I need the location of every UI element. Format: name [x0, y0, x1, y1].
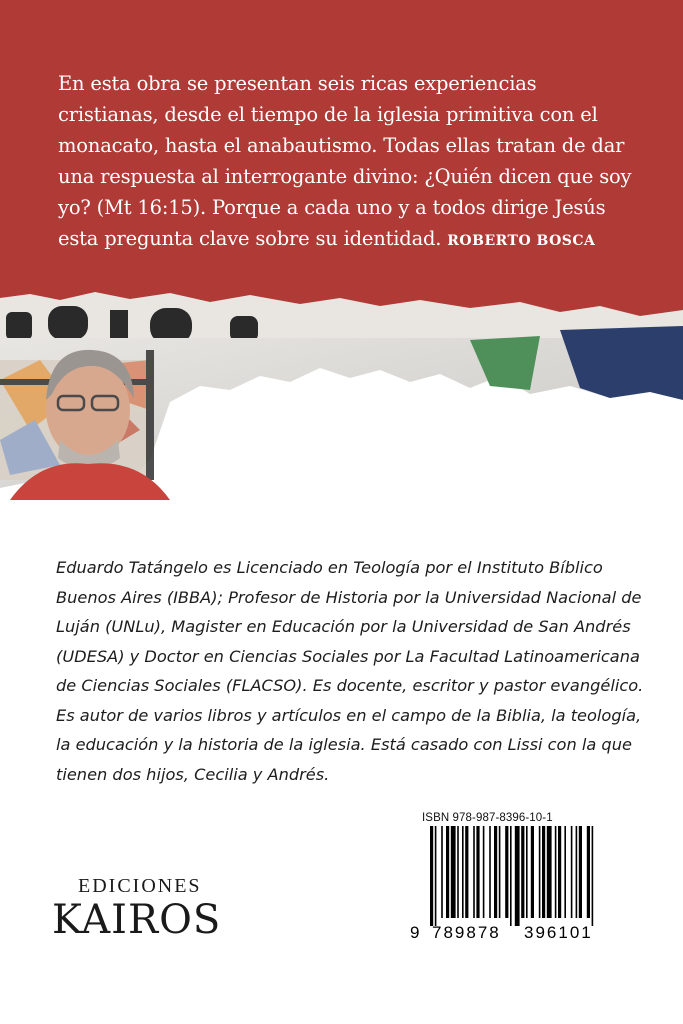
barcode-digits-right: 396101 [524, 923, 593, 942]
barcode-bar [441, 826, 443, 918]
barcode-bar [571, 826, 573, 918]
barcode-bar [505, 826, 508, 918]
barcode-bar [531, 826, 534, 918]
blurb-text: En esta obra se presentan seis ricas experiencias cristianas, desde el tiempo de la iglesia primitiva con el monacato, hasta el anabautismo. Todas ellas tratan de dar una respuesta al interrogante divino: ¿Quién dicen que soy yo? (Mt 16:15). Porque a cada uno y a todos dirige Jesús esta pregunta clave sobre su identidad. [58, 72, 632, 250]
barcode-bar [542, 826, 545, 918]
barcode-bar [451, 826, 456, 918]
barcode-bar [515, 826, 520, 926]
barcode-bar [526, 826, 528, 918]
barcode-bar [430, 826, 433, 926]
barcode-bar [489, 826, 491, 918]
barcode-bar [446, 826, 449, 918]
barcode-bar [457, 826, 459, 918]
publisher-line1: EDICIONES [78, 875, 202, 897]
barcode-bars [410, 826, 630, 942]
barcode-bar [462, 826, 464, 918]
author-bio: Eduardo Tatángelo es Licenciado en Teología por el Instituto Bíblico Buenos Aires (IBBA); Profesor de Historia por la Universidad Nacional de Luján (UNLu), Magister en Educación por la Universidad de San Andrés (UDESA) y Doctor en Ciencias Sociales por La Facultad Latinoamericana de Ciencias Sociales (FLACSO). Es docente, escritor y pastor evangélico. Es autor de varios libros y artículos en el campo de la Biblia, la teología, la educación y la historia de la iglesia. Está casado con Lissi con la que tienen dos hijos, Cecilia y Andrés. [56, 558, 644, 784]
barcode-bar [539, 826, 541, 918]
isbn-barcode [410, 812, 630, 942]
barcode-bar [592, 826, 594, 926]
torn-photo-collage [0, 290, 683, 510]
barcode-bar [564, 826, 566, 918]
barcode-bar [521, 826, 524, 918]
publisher-line2: KAIROS [52, 897, 222, 943]
barcode-bar [473, 826, 475, 918]
barcode-bar [579, 826, 582, 918]
barcode-bar [587, 826, 590, 918]
barcode-bar [494, 826, 497, 918]
blurb-credit: ROBERTO BOSCA [447, 233, 596, 249]
barcode-digit-first: 9 [410, 923, 420, 942]
barcode-bar [510, 826, 512, 926]
barcode-bar [576, 826, 578, 918]
barcode-bar [499, 826, 501, 918]
barcode-bar [476, 826, 479, 918]
isbn-label: ISBN 978-987-8396-10-1 [422, 812, 553, 824]
barcode-bar [465, 826, 468, 918]
barcode-bar [483, 826, 485, 918]
barcode-bar [555, 826, 557, 918]
barcode-digits-left: 789878 [432, 923, 501, 942]
barcode-bar [435, 826, 437, 926]
barcode-bar [558, 826, 561, 918]
publisher-logo [52, 875, 252, 942]
barcode-bar [547, 826, 552, 918]
back-cover-blurb [58, 68, 638, 257]
